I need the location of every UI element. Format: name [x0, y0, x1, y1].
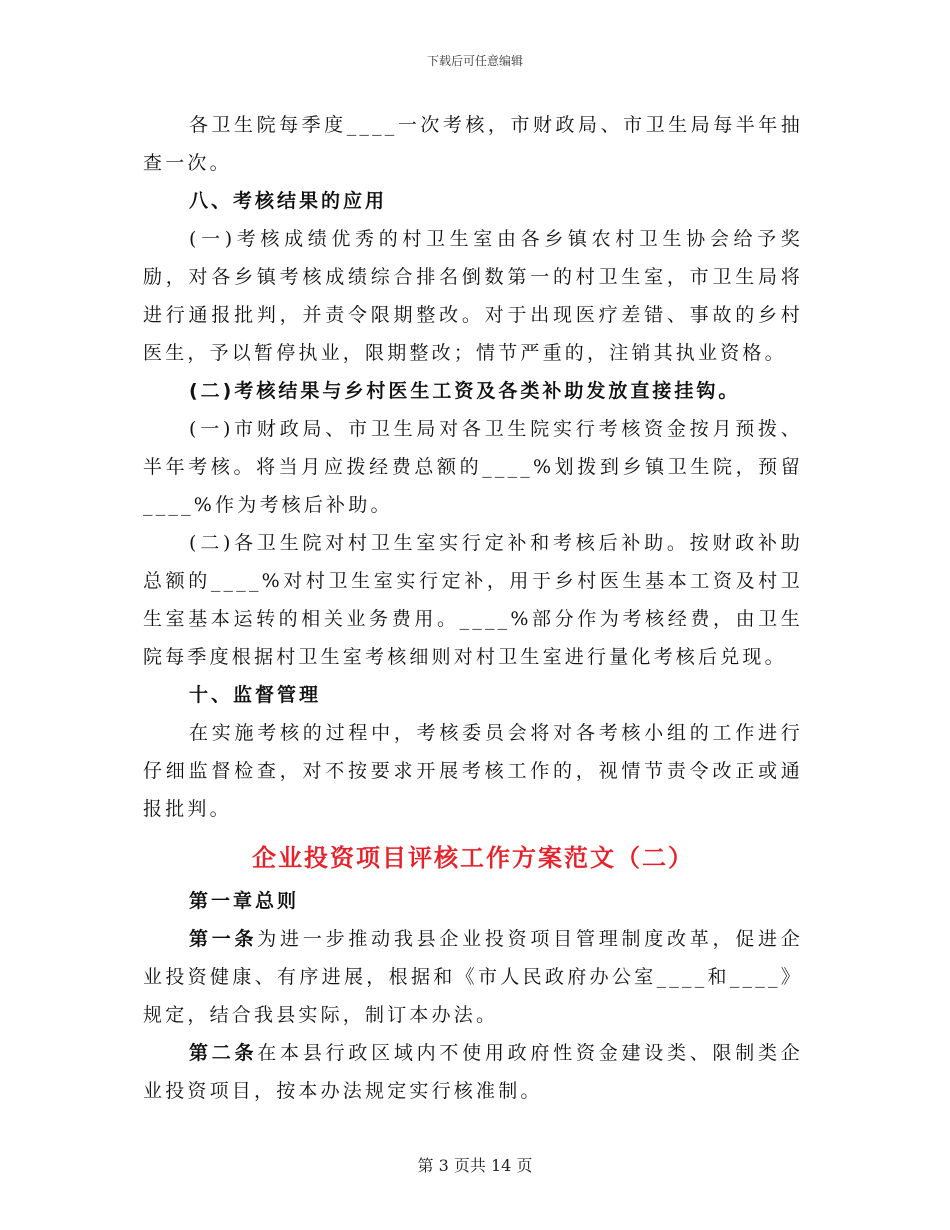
header-note: 下载后可任意编辑 — [426, 54, 523, 68]
paragraph-funding-prepay: (一)市财政局、市卫生局对各卫生院实行考核资金按月预拨、半年考核。将当月应拨经费总额的____%划拨到乡镇卫生院，预留____%作为考核后补助。 — [143, 418, 803, 516]
section-heading-8: 八、考核结果的应用 — [189, 190, 388, 212]
subheading-salary-link: (二)考核结果与乡村医生工资及各类补助发放直接挂钩。 — [189, 380, 741, 402]
page-number: 第 3 页共 14 页 — [417, 1156, 533, 1175]
section-heading-10: 十、监督管理 — [189, 684, 322, 706]
paragraph-reward-penalty: (一)考核成绩优秀的村卫生室由各乡镇农村卫生协会给予奖励，对各乡镇考核成绩综合排名倒数第一的村卫生室，市卫生局将进行通报批判，并责令限期整改。对于出现医疗差错、事故的乡村医生，予以暂停执业，限期整改；情节严重的，注销其执业资格。 — [143, 228, 803, 364]
paragraph-quarterly-check: 各卫生院每季度____一次考核，市财政局、市卫生局每半年抽查一次。 — [143, 114, 803, 174]
article-1-label: 第一条 — [189, 928, 258, 950]
paragraph-village-subsidy: (二)各卫生院对村卫生室实行定补和考核后补助。按财政补助总额的____%对村卫生室实行定补，用于乡村医生基本工资及村卫生室基本运转的相关业务费用。____%部分作为考核经费，由卫生院每季度根据村卫生室考核细则对村卫生室进行量化考核后兑现。 — [143, 532, 803, 668]
chapter-heading-1: 第一章总则 — [189, 890, 300, 912]
article-2-text: 在本县行政区域内不使用政府性资金建设类、限制类企业投资项目，按本办法规定实行核准制。 — [143, 1042, 803, 1102]
article-2 — [143, 1034, 803, 1110]
article-1-text: 为进一步推动我县企业投资项目管理制度改革，促进企业投资健康、有序进展，根据和《市人民政府办公室____和____》规定，结合我县实际，制订本办法。 — [143, 928, 803, 1026]
article-2-label: 第二条 — [189, 1042, 258, 1064]
document-body — [143, 106, 803, 1110]
document-title-2: 企业投资项目评核工作方案范文（二） — [252, 844, 694, 872]
article-1 — [143, 920, 803, 1034]
paragraph-supervision: 在实施考核的过程中，考核委员会将对各考核小组的工作进行仔细监督检查，对不按要求开展考核工作的，视情节责令改正或通报批判。 — [143, 722, 803, 820]
